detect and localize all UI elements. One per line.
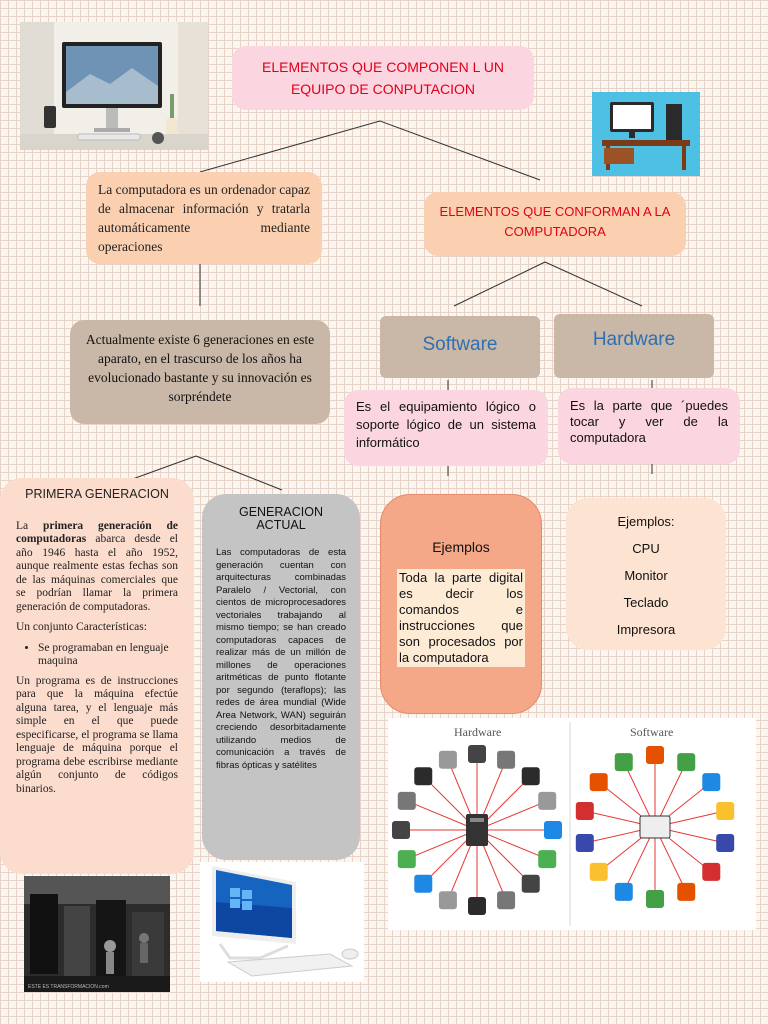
characteristics-label: Un conjunto Características:	[16, 621, 147, 633]
computer-definition: La computadora es un ordenador capaz de almacenar información y tratarla automáticamente mediante operaciones	[86, 172, 322, 264]
first-generation-program-text: Un programa es de instrucciones para que la máquina efectúe alguna tarea, y el lenguaje más simple en el que puede especificarse, el programa se llama lenguaje de máquina porque el programa debe escribirse mediante algún conjunto de códigos binarios.	[16, 674, 178, 795]
current-generation-heading: GENERACION ACTUAL	[238, 505, 324, 532]
app-icon	[716, 834, 734, 852]
diagram-software-label: Software	[630, 725, 674, 739]
hardware-example-cpu: CPU	[632, 541, 660, 556]
software-definition: Es el equipamiento lógico o soporte lógico de un sistema informático	[344, 390, 548, 466]
software-examples-heading: Ejemplos	[432, 539, 490, 555]
peripheral-icon	[439, 891, 457, 909]
desk-illustration	[592, 92, 700, 176]
app-icon	[576, 834, 594, 852]
hardware-example-keyboard: Teclado	[623, 595, 669, 610]
hardware-definition: Es la parte que ´puedes tocar y ver de la computadora	[558, 388, 740, 464]
characteristics-list	[16, 642, 178, 669]
peripheral-icon	[522, 875, 540, 893]
peripheral-icon	[398, 850, 416, 868]
app-icon	[677, 753, 695, 771]
hardware-examples-box	[566, 498, 726, 650]
diagram-hardware-label: Hardware	[454, 725, 502, 739]
app-icon	[590, 773, 608, 791]
peripheral-icon	[398, 792, 416, 810]
peripheral-icon	[468, 897, 486, 915]
vintage-computer-photo	[24, 876, 170, 992]
peripheral-icon	[497, 891, 515, 909]
hardware-example-printer: Impresora	[616, 622, 676, 637]
desk-computer-photo	[20, 22, 208, 150]
app-icon	[646, 746, 664, 764]
software-node: Software	[380, 316, 540, 378]
hardware-examples-heading: Ejemplos:	[617, 514, 675, 529]
current-generation-text: Las computadoras de esta generación cuentan con arquitecturas combinadas Paralelo / Vectorial, con cientos de microprocesadores vectoriales trabajando al mismo tiempo; se han creado computadoras capaces de realizar más de un millón de millones de operaciones aritméticas de punto flotante por segundo (teraflops); las redes de área mundial (Wide Area Network, WAN) seguirán creciendo desorbitadamente utilizando medios de comunicación a través de fibras ópticas y satélites	[216, 547, 346, 771]
app-icon	[590, 863, 608, 881]
app-icon	[677, 883, 695, 901]
current-generation-box	[202, 494, 360, 860]
hardware-software-diagram	[388, 718, 756, 930]
app-icon	[615, 753, 633, 771]
peripheral-icon	[414, 767, 432, 785]
first-generation-intro: La primera generación de computadoras abarca desde el año 1946 hasta el año 1952, aunque realmente estas fechas son de las máquinas comerciales que se podrían llamar la primera generación de computadoras.	[16, 519, 178, 613]
software-examples-text: Toda la parte digital es decir los comandos e instrucciones que son procesados por la computadora	[399, 570, 523, 665]
monitor-icon	[640, 816, 670, 838]
first-generation-heading: PRIMERA GENERACION	[25, 487, 169, 501]
first-generation-box	[0, 478, 194, 874]
peripheral-icon	[522, 767, 540, 785]
hardware-node: Hardware	[554, 314, 714, 378]
peripheral-icon	[544, 821, 562, 839]
all-in-one-pc-photo	[200, 862, 364, 982]
elements-heading: ELEMENTOS QUE CONFORMAN A LA COMPUTADORA	[424, 192, 686, 256]
peripheral-icon	[468, 745, 486, 763]
peripheral-icon	[414, 875, 432, 893]
generations-box: Actualmente existe 6 generaciones en este aparato, en el trascurso de los años ha evolucionado bastante y su innovación es sorpréndete	[70, 320, 330, 424]
photo-caption: ESTE ES TRANSFORMACION.com	[28, 984, 109, 990]
software-examples-box	[380, 494, 542, 714]
hardware-example-monitor: Monitor	[624, 568, 668, 583]
list-item: • Se programaban en lenguaje maquina	[38, 642, 178, 669]
peripheral-icon	[538, 850, 556, 868]
main-title: ELEMENTOS QUE COMPONEN L UN EQUIPO DE CONPUTACION	[232, 46, 534, 110]
peripheral-icon	[439, 751, 457, 769]
app-icon	[702, 863, 720, 881]
app-icon	[702, 773, 720, 791]
peripheral-icon	[538, 792, 556, 810]
peripheral-icon	[497, 751, 515, 769]
app-icon	[615, 883, 633, 901]
app-icon	[576, 802, 594, 820]
app-icon	[716, 802, 734, 820]
app-icon	[646, 890, 664, 908]
peripheral-icon	[392, 821, 410, 839]
